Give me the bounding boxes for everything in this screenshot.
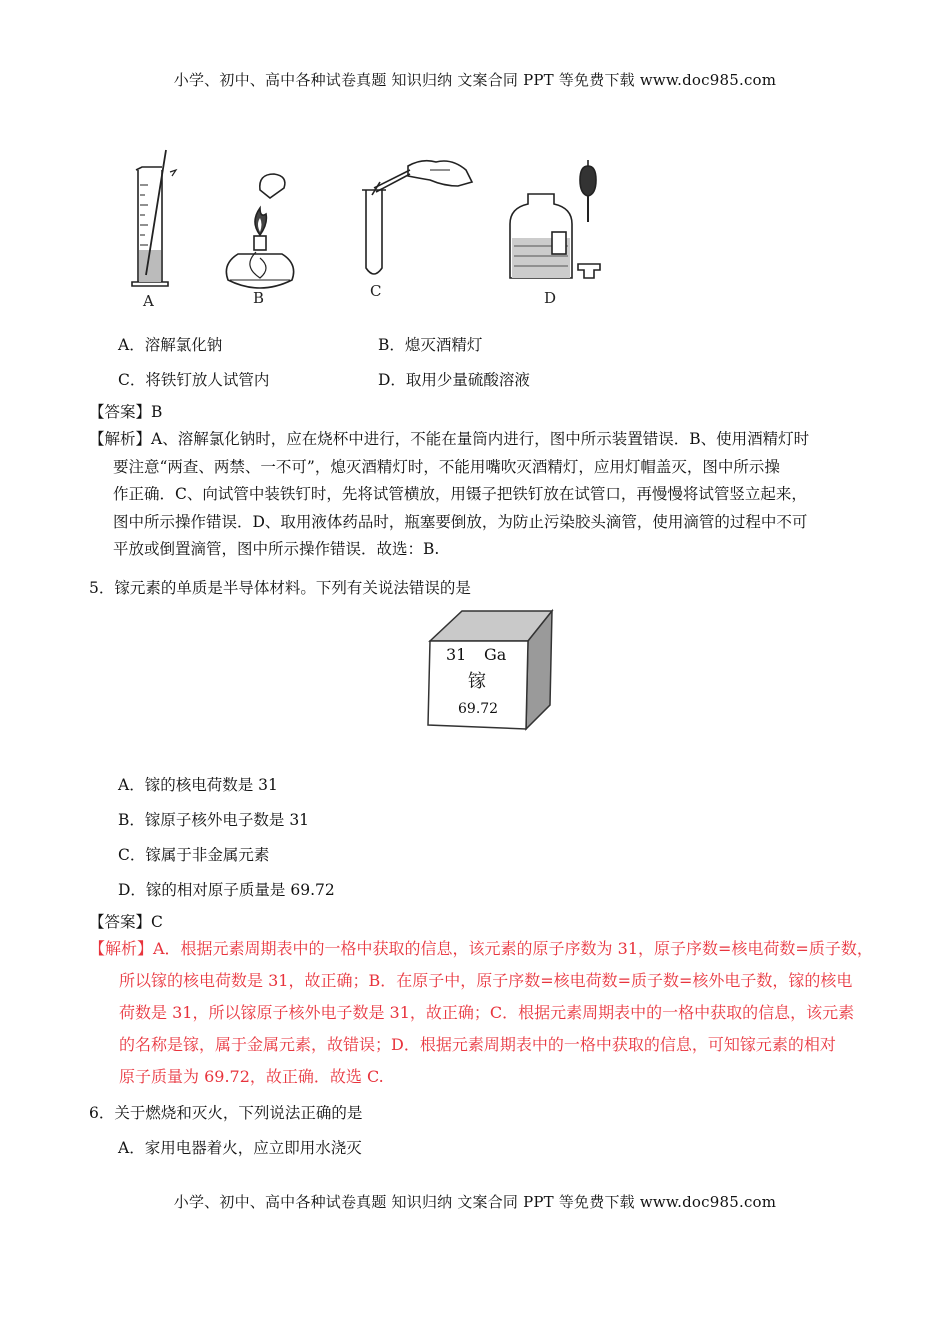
element-name: 镓	[468, 671, 486, 692]
q6-stem: 6．关于燃烧和灭火，下列说法正确的是	[89, 1104, 363, 1122]
q5-analysis-line-2: 所以镓的核电荷数是 31，故正确；B．在原子中，原子序数=核电荷数=质子数=核外电子数，镓的核电	[119, 971, 853, 990]
q4-option-b: B．熄灭酒精灯	[378, 336, 483, 354]
q4-analysis-line-5: 平放或倒置滴管，图中所示操作错误．故选：B.	[113, 540, 440, 558]
q4-option-c: C．将铁钉放人试管内	[118, 371, 270, 389]
lab-apparatus-figure	[110, 140, 630, 315]
q4-analysis	[89, 426, 869, 564]
q5-answer: 【答案】C	[89, 913, 163, 931]
q5-option-c: C．镓属于非金属元素	[118, 846, 270, 864]
q5-analysis-line-1: 【解析】A．根据元素周期表中的一格中获取的信息，该元素的原子序数为 31，原子序数=核电荷数=质子数，	[89, 939, 873, 958]
q4-analysis-line-3: 作正确．C、向试管中装铁钉时，先将试管横放，用镊子把铁钉放在试管口，再慢慢将试管竖立起来，	[113, 485, 807, 503]
q4-option-d: D．取用少量硫酸溶液	[378, 371, 530, 389]
q5-option-a: A．镓的核电荷数是 31	[118, 776, 278, 794]
page-footer: 小学、初中、高中各种试卷真题 知识归纳 文案合同 PPT 等免费下载 www.doc985.com	[173, 1193, 777, 1211]
reagent-bottle-illustration	[510, 160, 600, 278]
page-header: 小学、初中、高中各种试卷真题 知识归纳 文案合同 PPT 等免费下载 www.doc985.com	[173, 71, 777, 89]
figure-label-c: C	[370, 282, 382, 300]
q5-analysis-line-4: 的名称是镓，属于金属元素，故错误；D．根据元素周期表中的一格中获取的信息，可知镓元素的相对	[119, 1035, 836, 1054]
q4-option-a: A．溶解氯化钠	[118, 336, 223, 354]
q4-analysis-line-2: 要注意“两查、两禁、一不可”，熄灭酒精灯时，不能用嘴吹灭酒精灯，应用灯帽盖灭，图中所示操	[113, 457, 780, 476]
q4-analysis-line-1: 【解析】A、溶解氯化钠时，应在烧杯中进行，不能在量筒内进行，图中所示装置错误．B、使用酒精灯时	[89, 430, 810, 448]
graduated-cylinder-illustration	[132, 150, 176, 286]
q4-answer: 【答案】B	[89, 403, 163, 421]
element-symbol: Ga	[484, 645, 507, 664]
test-tube-illustration	[362, 161, 472, 274]
q5-option-b: B．镓原子核外电子数是 31	[118, 811, 310, 829]
element-atomic-number: 31	[446, 645, 467, 664]
q5-option-d: D．镓的相对原子质量是 69.72	[118, 881, 335, 899]
q5-analysis	[89, 933, 879, 1093]
alcohol-lamp-illustration	[226, 174, 293, 288]
gallium-element-cube	[420, 605, 560, 735]
q5-stem: 5．镓元素的单质是半导体材料。下列有关说法错误的是	[89, 579, 471, 597]
q4-analysis-line-4: 图中所示操作错误．D、取用液体药品时，瓶塞要倒放，为防止污染胶头滴管，使用滴管的过程中不可	[113, 512, 808, 531]
figure-label-a: A	[143, 292, 154, 310]
q5-analysis-line-3: 荷数是 31，所以镓原子核外电子数是 31，故正确；C．根据元素周期表中的一格中获取的信息，该元素	[119, 1003, 855, 1022]
figure-label-b: B	[253, 289, 265, 307]
q6-option-a: A．家用电器着火，应立即用水浇灭	[118, 1139, 362, 1157]
element-atomic-mass: 69.72	[458, 701, 499, 717]
figure-label-d: D	[544, 289, 557, 307]
q5-analysis-line-5: 原子质量为 69.72，故正确．故选 C.	[119, 1067, 384, 1086]
